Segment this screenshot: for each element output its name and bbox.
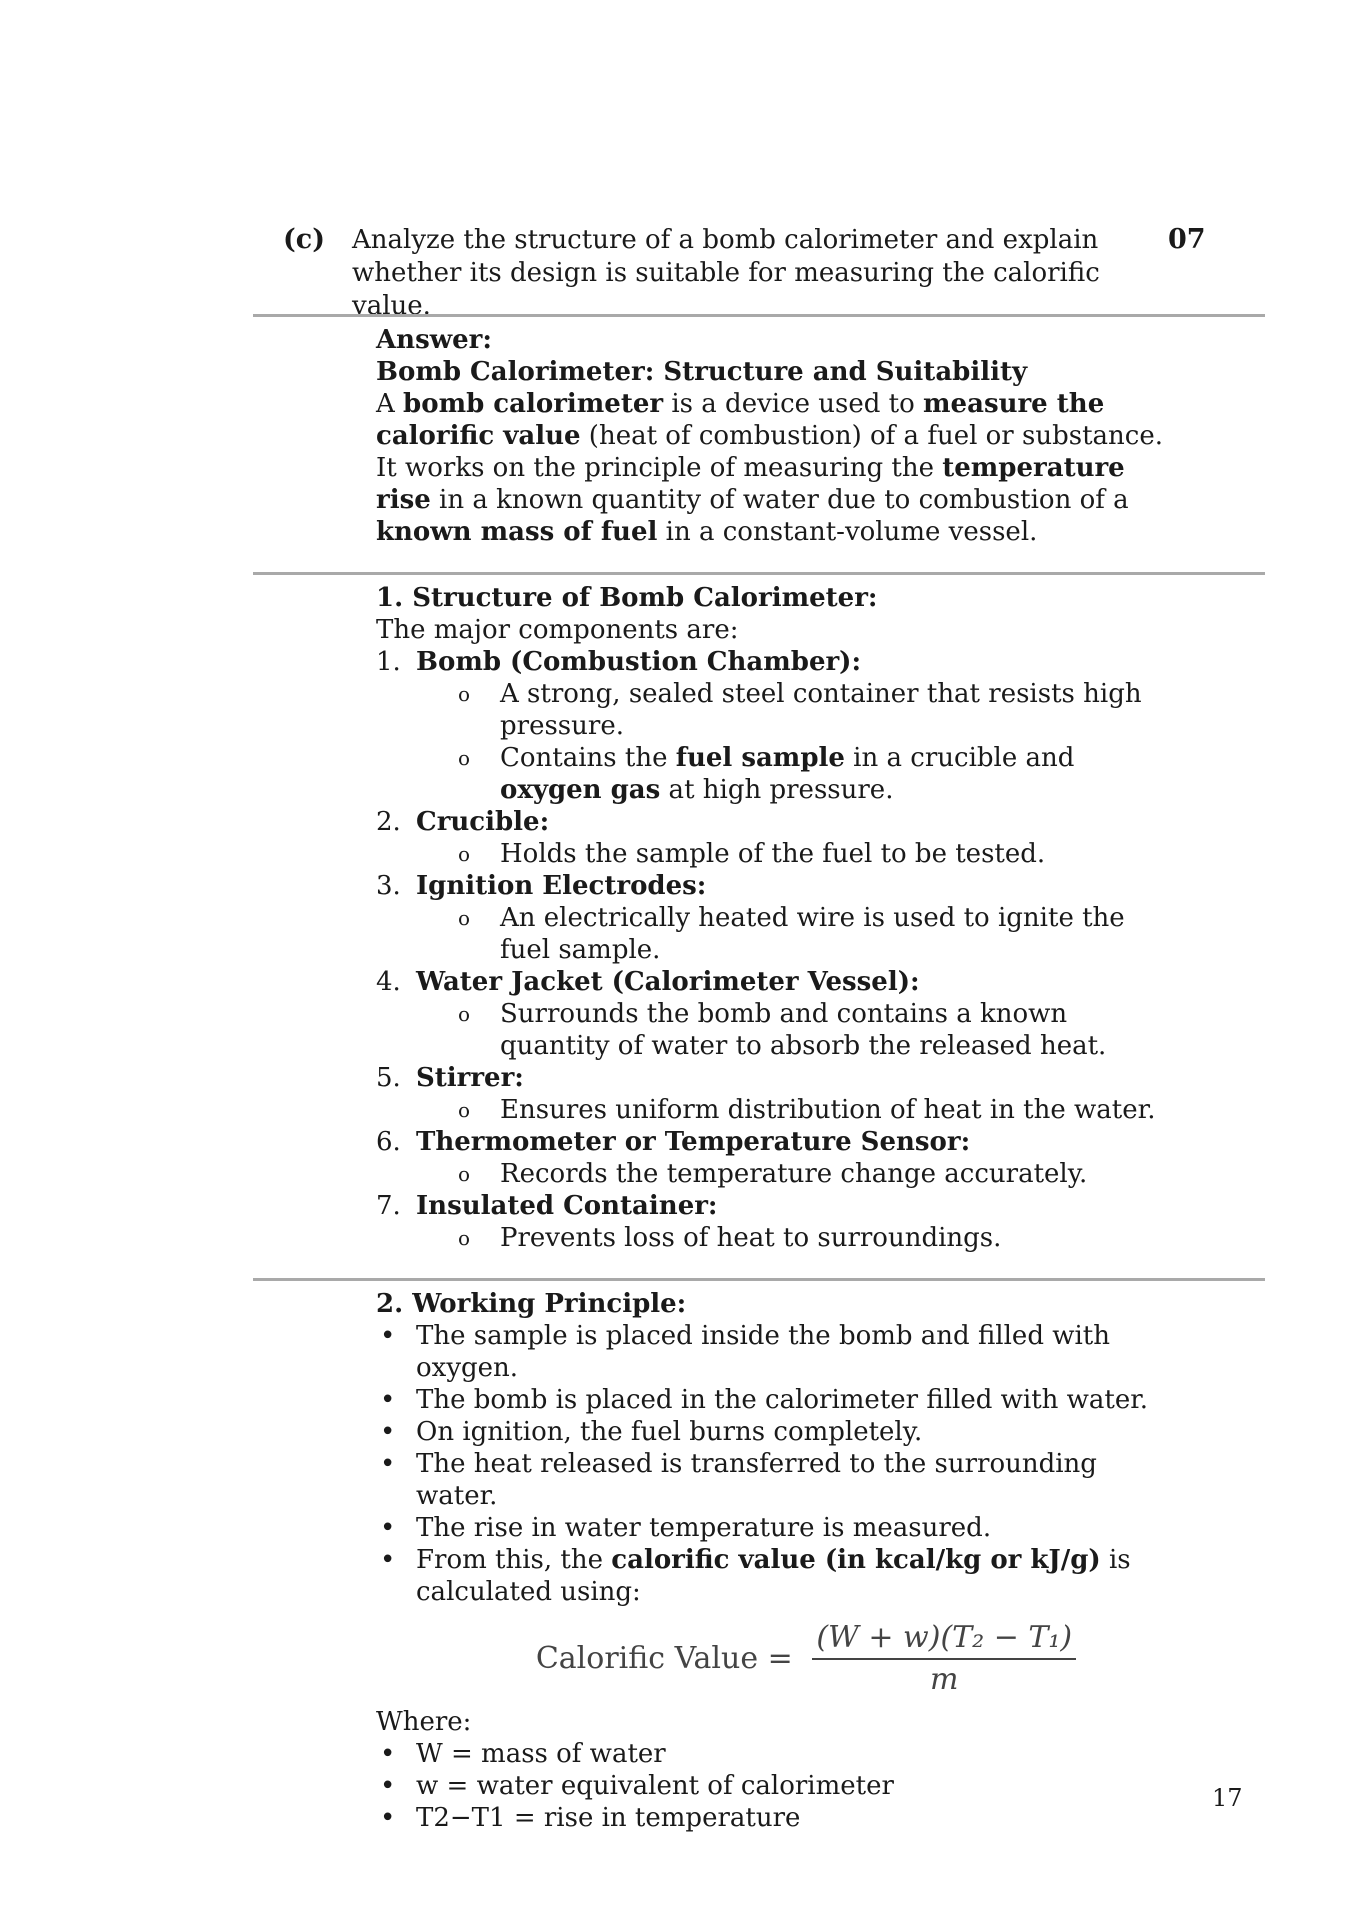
section-heading: 2. Working Principle:: [376, 1289, 687, 1319]
bullet-item: [376, 1770, 1176, 1802]
item-number: 5.: [376, 1063, 401, 1093]
formula-denominator: m: [930, 1662, 959, 1697]
circle-bullet-icon: o: [458, 1002, 471, 1026]
component-item: [376, 966, 1176, 998]
sub-item-text: Holds the sample of the fuel to be tested.: [500, 839, 1046, 869]
section-heading: 1. Structure of Bomb Calorimeter:: [376, 583, 878, 613]
answer-section: [376, 324, 1176, 548]
item-title: Thermometer or Temperature Sensor:: [416, 1127, 971, 1157]
circle-bullet-icon: o: [458, 906, 471, 930]
page-number: 17: [1212, 1784, 1243, 1812]
sub-item-text: Contains the fuel sample in a crucible and oxygen gas at high pressure.: [500, 743, 1075, 805]
component-item: [376, 806, 1176, 838]
sub-item: [376, 678, 1176, 742]
bullet-text: From this, the calorific value (in kcal/kg or kJ/g) is calculated using:: [416, 1545, 1131, 1607]
divider: [253, 1278, 1265, 1281]
bullet-icon: •: [380, 1385, 396, 1415]
bullet-icon: •: [380, 1449, 396, 1479]
sub-item: [376, 838, 1176, 870]
structure-section: [376, 582, 1176, 1254]
circle-bullet-icon: o: [458, 1162, 471, 1186]
bullet-text: W = mass of water: [416, 1739, 666, 1769]
component-item: [376, 870, 1176, 902]
formula-fraction: [812, 1622, 1076, 1696]
bullet-item: [376, 1448, 1176, 1512]
bullet-text: The heat released is transferred to the surrounding water.: [416, 1449, 1097, 1511]
bullet-item: [376, 1384, 1176, 1416]
formula-lhs: Calorific Value =: [535, 1641, 793, 1676]
bullet-text: The bomb is placed in the calorimeter filled with water.: [416, 1385, 1149, 1415]
circle-bullet-icon: o: [458, 1098, 471, 1122]
sub-item: [376, 1158, 1176, 1190]
circle-bullet-icon: o: [458, 842, 471, 866]
item-title: Bomb (Combustion Chamber):: [416, 647, 862, 677]
calorific-value-formula: [376, 1622, 1176, 1696]
sub-item-text: A strong, sealed steel container that resists high pressure.: [500, 679, 1142, 741]
divider: [253, 314, 1265, 317]
sub-item: [376, 1222, 1176, 1254]
item-title: Crucible:: [416, 807, 550, 837]
bullet-item: [376, 1802, 1176, 1834]
bullet-text: The rise in water temperature is measured.: [416, 1513, 992, 1543]
sub-item-text: Ensures uniform distribution of heat in the water.: [500, 1095, 1156, 1125]
item-number: 3.: [376, 871, 401, 901]
bullet-icon: •: [380, 1321, 396, 1351]
bullet-item: [376, 1544, 1176, 1608]
bullet-item: [376, 1416, 1176, 1448]
item-number: 2.: [376, 807, 401, 837]
sub-item-text: Prevents loss of heat to surroundings.: [500, 1223, 1002, 1253]
where-label: Where:: [376, 1707, 472, 1737]
bullet-icon: •: [380, 1803, 396, 1833]
sub-item: [376, 742, 1176, 806]
formula-numerator: (W + w)(T₂ − T₁): [812, 1622, 1076, 1660]
component-item: [376, 1126, 1176, 1158]
bullet-item: [376, 1738, 1176, 1770]
item-number: 1.: [376, 647, 401, 677]
bullet-icon: •: [380, 1545, 396, 1575]
sub-item: [376, 998, 1176, 1062]
sub-item-text: An electrically heated wire is used to ignite the fuel sample.: [500, 903, 1125, 965]
circle-bullet-icon: o: [458, 1226, 471, 1250]
item-number: 6.: [376, 1127, 401, 1157]
section-lead: The major components are:: [376, 615, 739, 645]
bullet-item: [376, 1512, 1176, 1544]
circle-bullet-icon: o: [458, 682, 471, 706]
bullet-text: The sample is placed inside the bomb and filled with oxygen.: [416, 1321, 1110, 1383]
sub-item-text: Records the temperature change accurately.: [500, 1159, 1088, 1189]
sub-item: [376, 902, 1176, 966]
bullet-icon: •: [380, 1513, 396, 1543]
bullet-item: [376, 1320, 1176, 1384]
divider: [253, 572, 1265, 575]
item-title: Water Jacket (Calorimeter Vessel):: [416, 967, 920, 997]
question-marks: 07: [1168, 224, 1206, 255]
question-text: Analyze the structure of a bomb calorimeter and explain whether its design is suitable for measuring the calorific value.: [352, 225, 1100, 321]
bullet-text: w = water equivalent of calorimeter: [416, 1771, 894, 1801]
bullet-icon: •: [380, 1739, 396, 1769]
bullet-text: On ignition, the fuel burns completely.: [416, 1417, 923, 1447]
bullet-icon: •: [380, 1771, 396, 1801]
bullet-icon: •: [380, 1417, 396, 1447]
item-title: Stirrer:: [416, 1063, 524, 1093]
item-title: Ignition Electrodes:: [416, 871, 707, 901]
sub-item: [376, 1094, 1176, 1126]
component-item: [376, 1190, 1176, 1222]
item-number: 4.: [376, 967, 401, 997]
bullet-text: T2−T1 = rise in temperature: [416, 1803, 801, 1833]
component-item: [376, 646, 1176, 678]
working-section: [376, 1288, 1176, 1834]
item-title: Insulated Container:: [416, 1191, 718, 1221]
answer-label: Answer:: [376, 325, 492, 355]
question-label: (c): [283, 224, 325, 255]
answer-intro: A bomb calorimeter is a device used to measure the calorific value (heat of combustion) of a fuel or substance. It works on the principle of measuring the temperature rise in a known quantity of water due to combustion of a known mass of fuel in a constant-volume vessel.: [376, 389, 1163, 547]
item-number: 7.: [376, 1191, 401, 1221]
circle-bullet-icon: o: [458, 746, 471, 770]
component-item: [376, 1062, 1176, 1094]
answer-title: Bomb Calorimeter: Structure and Suitability: [376, 357, 1028, 387]
sub-item-text: Surrounds the bomb and contains a known quantity of water to absorb the released heat.: [500, 999, 1107, 1061]
